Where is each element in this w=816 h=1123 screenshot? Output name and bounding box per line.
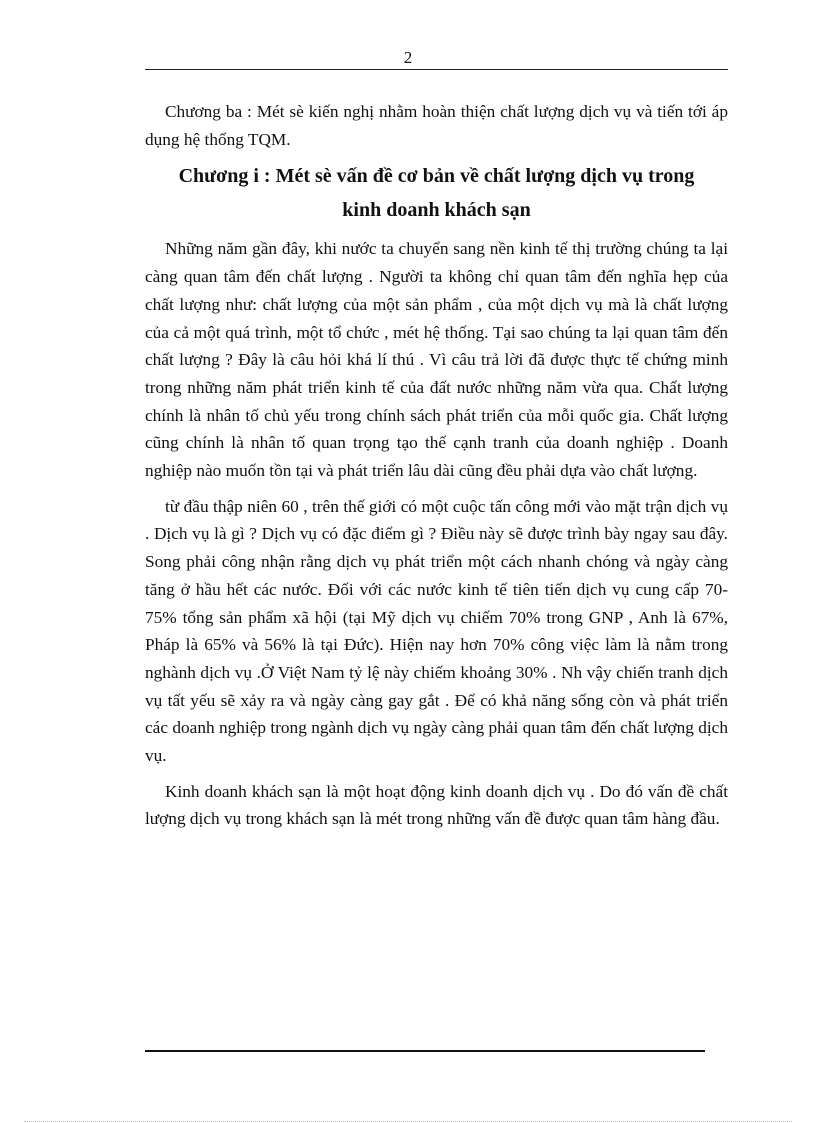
page-body: [145, 98, 728, 833]
page-bottom-border: [24, 1121, 792, 1122]
intro-paragraph: Chương ba : Mét sè kiến nghị nhằm hoàn thiện chất lượng dịch vụ và tiến tới áp dụng hệ thống TQM.: [145, 102, 728, 149]
body-paragraph-2: từ đầu thập niên 60 , trên thế giới có một cuộc tấn công mới vào mặt trận dịch vụ . Dịch vụ là gì ? Dịch vụ có đặc điểm gì ? Điều này sẽ được trình bày ngay sau đây. Song phải công nhận rằng dịch vụ phát triển một cách nhanh chóng và ngày càng tăng ở hầu hết các nước. Đối với các nước kinh tế tiên tiến dịch vụ cung cấp 70- 75% tổng sản phẩm xã hội (tại Mỹ dịch vụ chiếm 70% trong GNP , Anh là 67%, Pháp là 65% và 56% là tại Đức). Hiện nay hơn 70% công việc làm là nằm trong nghành dịch vụ .Ở Việt Nam tỷ lệ này chiếm khoảng 30% . Nh vậy chiến tranh dịch vụ tất yếu sẽ xảy ra và ngày càng gay gắt . Để có khả năng sống còn và phát triển các doanh nghiệp trong ngành dịch vụ ngày càng phải quan tâm đến chất lượng dịch vụ.: [145, 496, 728, 766]
chapter-title-line-2: kinh doanh khách sạn: [342, 199, 531, 222]
chapter-title-line-1: Chương i : Mét sè vấn đề cơ bản về chất lượng dịch vụ trong: [178, 165, 695, 188]
chapter-title: [145, 159, 728, 227]
page-number: 2: [403, 48, 413, 67]
body-paragraph-1: Những năm gần đây, khi nước ta chuyển sang nền kinh tế thị trường chúng ta lại càng quan tâm đến chất lượng . Người ta không chỉ quan tâm đến nghĩa hẹp của chất lượng như: chất lượng của một sản phẩm , của một dịch vụ mà là chất lượng của cả một quá trình, một tổ chức , mét hệ thống. Tại sao chúng ta lại quan tâm đến chất lượng ? Đây là câu hỏi khá lí thú . Vì câu trả lời đã được thực tế chứng minh trong những năm phát triển kinh tế của đất nước những năm vừa qua. Chất lượng chính là nhân tố chủ yếu trong chính sách phát triển của mỗi quốc gia. Chất lượng cũng chính là nhân tố quan trọng tạo thế cạnh tranh của doanh nghiệp . Doanh nghiệp nào muốn tồn tại và phát triển lâu dài cũng đều phải dựa vào chất lượng.: [145, 239, 728, 481]
footer-rule: [145, 1050, 705, 1052]
header-rule: [145, 69, 728, 70]
body-paragraph-3: Kinh doanh khách sạn là một hoạt động kinh doanh dịch vụ . Do đó vấn đề chất lượng dịch vụ trong khách sạn là mét trong những vấn đề được quan tâm hàng đầu.: [145, 781, 728, 829]
